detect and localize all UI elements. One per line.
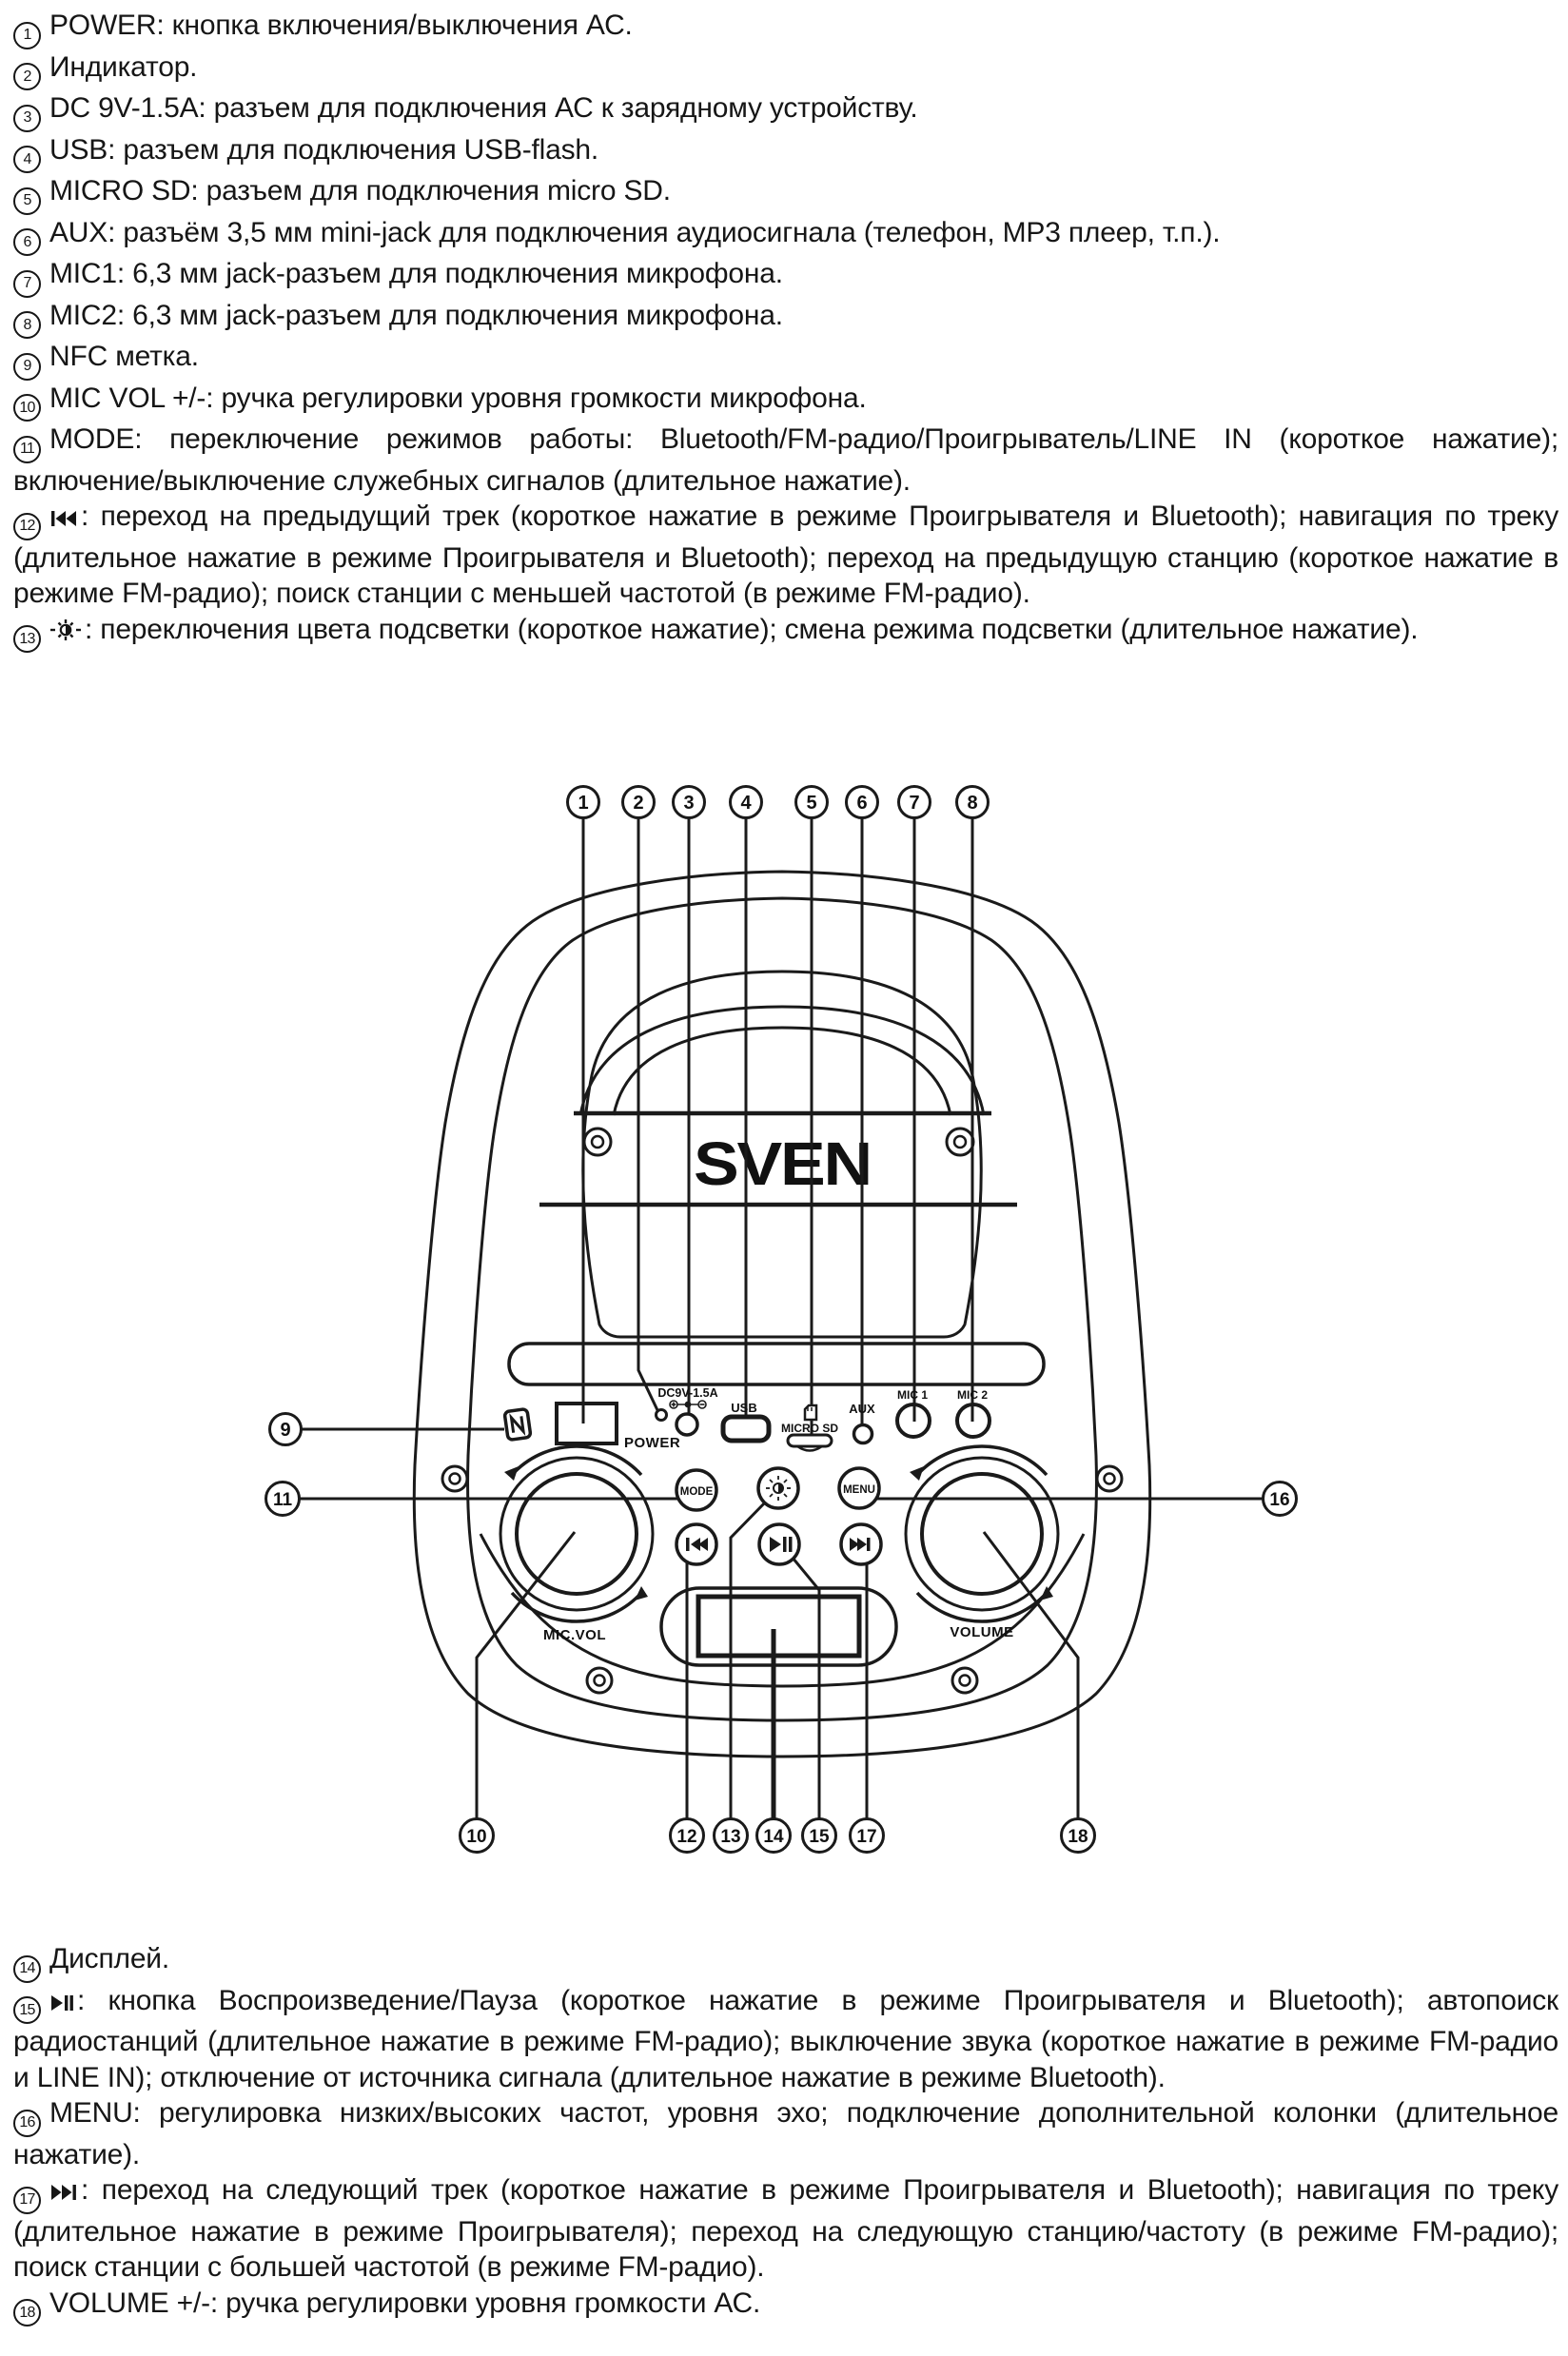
instruction-text: VOLUME +/-: ручка регулировки уровня громкости АС. bbox=[49, 2287, 761, 2319]
mic-vol-knob bbox=[500, 1446, 653, 1621]
menu-button bbox=[839, 1468, 879, 1508]
instruction-text: : кнопка Воспроизведение/Пауза (короткое нажатие в режиме Проигрывателя и Bluetooth); автопоиск радиостанций (длительное нажатие в режиме FM-радио); выключение звука (короткое нажатие в режиме FM-радио и LINE IN); отключение от источника сигнала (длительное нажатие в режиме Bluetooth). bbox=[13, 1984, 1558, 2093]
callout-9 bbox=[270, 1414, 302, 1445]
screw-mid-left bbox=[442, 1466, 467, 1491]
play-pause-button bbox=[759, 1524, 799, 1564]
instruction-text: Дисплей. bbox=[49, 1943, 170, 1974]
speaker-diagram bbox=[0, 748, 1568, 1941]
instruction-text: : переход на предыдущий трек (короткое нажатие в режиме Проигрывателя и Bluetooth); навигация по треку (длительное нажатие в режиме Проигрывателя и Bluetooth); переход на предыдущую станцию (короткое нажатие в режиме FM-радио); поиск станции с меньшей частотой (в режиме FM-радио). bbox=[13, 501, 1558, 609]
screw-mid-right bbox=[1097, 1466, 1122, 1491]
usb-port bbox=[723, 1401, 769, 1441]
instruction-text: AUX: разъём 3,5 мм mini-jack для подключения аудиосигнала (телефон, MP3 плеер, т.п.). bbox=[49, 216, 1221, 248]
mic-vol-label: MIC.VOL bbox=[543, 1627, 606, 1643]
callout-lines bbox=[299, 818, 1264, 1819]
polarity-icon bbox=[670, 1401, 706, 1408]
screw-bottom-right bbox=[952, 1668, 977, 1693]
circled-number: 15 bbox=[13, 1996, 41, 2024]
instruction-item-13 bbox=[13, 612, 1558, 654]
instruction-item-18 bbox=[13, 2286, 1558, 2327]
callout-8 bbox=[957, 787, 989, 818]
instruction-item-3 bbox=[13, 90, 1558, 132]
svg-text:7: 7 bbox=[909, 793, 920, 814]
svg-text:AUX: AUX bbox=[849, 1402, 875, 1416]
svg-text:MIC 2: MIC 2 bbox=[956, 1388, 989, 1402]
instructions-top bbox=[13, 8, 1558, 653]
callout-12 bbox=[671, 1819, 704, 1853]
next-track-icon bbox=[49, 2175, 78, 2211]
callout-4 bbox=[731, 787, 762, 818]
instruction-text: Индикатор. bbox=[49, 50, 198, 83]
instruction-item-5 bbox=[13, 173, 1558, 215]
vent-slot bbox=[509, 1344, 1044, 1384]
nfc-icon bbox=[504, 1408, 531, 1440]
volume-knob bbox=[906, 1446, 1058, 1621]
callout-5 bbox=[796, 787, 828, 818]
svg-text:14: 14 bbox=[763, 1827, 784, 1847]
instruction-item-4 bbox=[13, 132, 1558, 174]
callout-18 bbox=[1062, 1819, 1095, 1853]
instruction-item-16 bbox=[13, 2095, 1558, 2172]
circled-number: 4 bbox=[13, 146, 41, 173]
instruction-text: NFC метка. bbox=[49, 341, 199, 372]
circled-number: 2 bbox=[13, 63, 41, 90]
svg-text:DC9V-1.5A: DC9V-1.5A bbox=[657, 1386, 718, 1400]
circled-number: 17 bbox=[13, 2187, 41, 2214]
instruction-item-17 bbox=[13, 2172, 1558, 2286]
instructions-bottom bbox=[13, 1941, 1558, 2327]
rotate-arrow bbox=[504, 1466, 519, 1481]
indicator-led bbox=[657, 1410, 667, 1421]
instruction-item-9 bbox=[13, 339, 1558, 381]
backlight-button bbox=[758, 1468, 798, 1508]
sd-card-icon bbox=[805, 1405, 816, 1420]
callout-13 bbox=[715, 1819, 748, 1853]
instruction-text: : переключения цвета подсветки (короткое нажатие); смена режима подсветки (длительное нажатие). bbox=[85, 613, 1419, 645]
instruction-text: MODE: переключение режимов работы: Bluetooth/FM-радио/Проигрыватель/LINE IN (короткое нажатие); включение/выключение служебных сигналов (длительное нажатие). bbox=[13, 423, 1558, 497]
svg-text:17: 17 bbox=[856, 1827, 877, 1847]
rotate-arrow bbox=[910, 1466, 924, 1481]
circled-number: 9 bbox=[13, 353, 41, 381]
callout-7 bbox=[899, 787, 931, 818]
callout-3 bbox=[674, 787, 705, 818]
rotate-arrow bbox=[635, 1586, 648, 1600]
instruction-text: POWER: кнопка включения/выключения АС. bbox=[49, 10, 633, 41]
instruction-text: MIC2: 6,3 мм jack-разъем для подключения микрофона. bbox=[49, 299, 783, 331]
circled-number: 3 bbox=[13, 105, 41, 132]
svg-text:2: 2 bbox=[633, 793, 644, 814]
svg-text:5: 5 bbox=[806, 793, 817, 814]
next-track-button bbox=[841, 1524, 881, 1564]
instruction-item-11 bbox=[13, 422, 1558, 499]
grille-arc-2 bbox=[614, 1028, 951, 1115]
instruction-text: : переход на следующий трек (короткое нажатие в режиме Проигрывателя и Bluetooth); навигация по треку (длительное нажатие в режиме Проигрывателя); переход на следующую станцию/частоту (в режиме FM-радио); поиск станции с большей частотой (в режиме FM-радио). bbox=[13, 2174, 1558, 2283]
instruction-item-10 bbox=[13, 381, 1558, 422]
circled-number: 5 bbox=[13, 187, 41, 215]
svg-text:MODE: MODE bbox=[679, 1486, 714, 1498]
circled-number: 13 bbox=[13, 625, 41, 653]
instruction-item-2 bbox=[13, 49, 1558, 91]
instruction-item-8 bbox=[13, 298, 1558, 340]
circled-number: 16 bbox=[13, 2110, 41, 2137]
svg-text:USB: USB bbox=[731, 1401, 757, 1415]
screw-top-right bbox=[947, 1129, 973, 1155]
instruction-text: MICRO SD: разъем для подключения micro SD. bbox=[49, 175, 671, 206]
svg-text:13: 13 bbox=[720, 1827, 741, 1847]
callout-1 bbox=[568, 787, 599, 818]
instruction-text: DC 9V-1.5A: разъем для подключения АС к зарядному устройству. bbox=[49, 92, 918, 124]
svg-text:18: 18 bbox=[1068, 1827, 1088, 1847]
callout-17 bbox=[851, 1819, 884, 1853]
screw-top-left bbox=[584, 1129, 611, 1155]
instruction-item-14 bbox=[13, 1941, 1558, 1983]
instruction-text: MIC VOL +/-: ручка регулировки уровня громкости микрофона. bbox=[49, 382, 867, 414]
svg-text:4: 4 bbox=[740, 793, 752, 814]
brand-logo: SVEN bbox=[694, 1129, 871, 1198]
mode-button bbox=[676, 1470, 716, 1510]
micro-sd-slot bbox=[781, 1405, 838, 1451]
svg-text:8: 8 bbox=[967, 793, 978, 814]
prev-track-button bbox=[676, 1524, 716, 1564]
circled-number: 18 bbox=[13, 2299, 41, 2327]
callout-6 bbox=[847, 787, 878, 818]
callout-16 bbox=[1264, 1482, 1297, 1516]
svg-text:11: 11 bbox=[272, 1490, 293, 1510]
prev-track-icon bbox=[49, 501, 78, 538]
instruction-item-1 bbox=[13, 8, 1558, 49]
svg-text:3: 3 bbox=[683, 793, 695, 814]
callout-14 bbox=[757, 1819, 791, 1853]
grille-arc-1 bbox=[580, 1007, 984, 1115]
circled-number: 10 bbox=[13, 394, 41, 422]
instruction-text: USB: разъем для подключения USB-flash. bbox=[49, 133, 599, 166]
backlight-icon bbox=[49, 615, 82, 651]
svg-text:MICRO SD: MICRO SD bbox=[781, 1422, 838, 1435]
svg-text:1: 1 bbox=[578, 793, 589, 814]
instruction-item-15 bbox=[13, 1983, 1558, 2096]
circled-number: 12 bbox=[13, 513, 41, 540]
circled-number: 7 bbox=[13, 270, 41, 298]
circled-number: 8 bbox=[13, 311, 41, 339]
instruction-item-12 bbox=[13, 499, 1558, 612]
display-window bbox=[661, 1588, 896, 1665]
callout-11 bbox=[266, 1482, 300, 1516]
svg-text:16: 16 bbox=[1269, 1490, 1290, 1510]
instruction-item-6 bbox=[13, 215, 1558, 257]
callout-15 bbox=[803, 1819, 836, 1853]
circled-number: 11 bbox=[13, 436, 41, 463]
svg-text:10: 10 bbox=[466, 1827, 487, 1847]
svg-text:POWER: POWER bbox=[624, 1435, 681, 1451]
svg-text:MENU: MENU bbox=[843, 1484, 875, 1496]
callout-circles bbox=[266, 787, 1297, 1853]
volume-label: VOLUME bbox=[950, 1624, 1014, 1640]
svg-text:6: 6 bbox=[856, 793, 868, 814]
svg-text:MIC 1: MIC 1 bbox=[896, 1388, 929, 1402]
instruction-text: MENU: регулировка низких/высоких частот, уровня эхо; подключение дополнительной колонки (длительное нажатие). bbox=[13, 2097, 1558, 2170]
screw-bottom-left bbox=[587, 1668, 612, 1693]
callout-2 bbox=[623, 787, 655, 818]
instruction-text: MIC1: 6,3 мм jack-разъем для подключения микрофона. bbox=[49, 258, 783, 289]
instruction-item-7 bbox=[13, 256, 1558, 298]
play-pause-icon bbox=[49, 1986, 74, 2022]
circled-number: 1 bbox=[13, 22, 41, 49]
circled-number: 6 bbox=[13, 228, 41, 256]
svg-text:12: 12 bbox=[676, 1827, 697, 1847]
svg-text:9: 9 bbox=[280, 1420, 291, 1441]
circled-number: 14 bbox=[13, 1955, 41, 1983]
callout-10 bbox=[461, 1819, 494, 1853]
svg-text:15: 15 bbox=[809, 1827, 830, 1847]
